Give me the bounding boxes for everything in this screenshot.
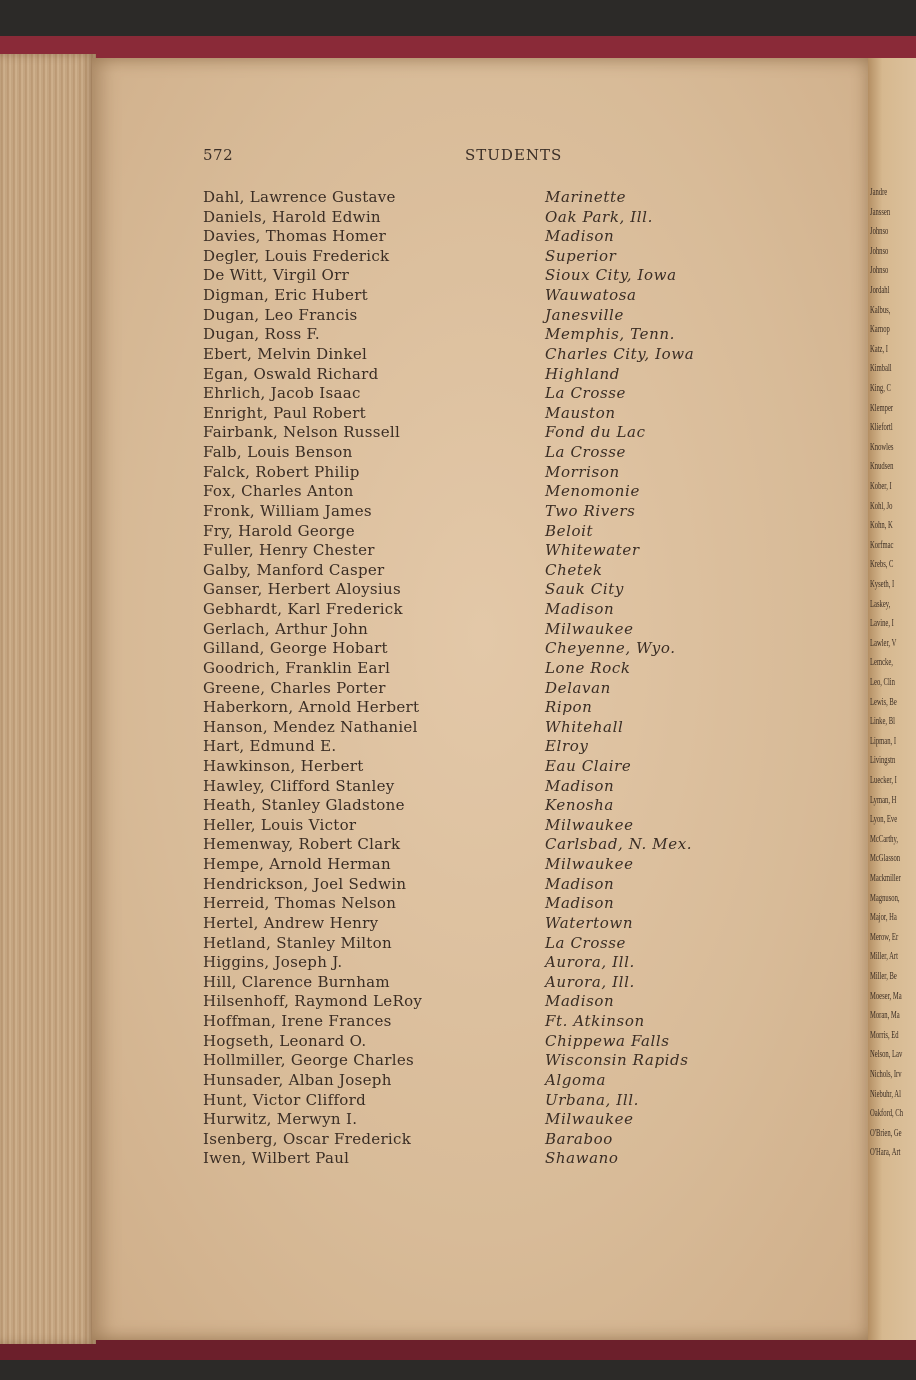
student-hometown: Kenosha (545, 796, 614, 815)
student-entry (0, 1032, 916, 1052)
student-entry (0, 1051, 916, 1071)
student-hometown: Janesville (545, 305, 624, 324)
next-page-fragment: McCarthy, (870, 832, 898, 845)
next-page-fragment: Lewis, Be (870, 695, 897, 708)
student-hometown: Aurora, Ill. (545, 953, 635, 972)
student-hometown: Superior (545, 246, 617, 265)
student-entry (0, 891, 916, 914)
next-page-fragment: Miller, Art (870, 950, 898, 963)
next-page-fragment: Klemper (870, 401, 894, 414)
student-entry (0, 440, 916, 463)
student-name: Ebert, Melvin Dinkel (203, 344, 368, 363)
student-name: Greene, Charles Porter (203, 678, 386, 697)
student-hometown: Shawano (545, 1149, 619, 1168)
student-entry (0, 816, 916, 836)
student-hometown: Madison (545, 894, 615, 913)
student-name: Hempe, Arnold Herman (203, 855, 392, 874)
student-entry (0, 659, 916, 679)
next-page-fragment: Johnso (870, 225, 889, 238)
student-name: Haberkorn, Arnold Herbert (203, 698, 420, 717)
student-entry (0, 266, 916, 286)
student-name: Dugan, Leo Francis (203, 305, 358, 324)
student-entry (0, 1091, 916, 1111)
student-entry (0, 934, 916, 954)
student-entry (0, 205, 916, 228)
next-page-fragment: Jandre (870, 186, 888, 198)
student-entry (0, 384, 916, 404)
student-entry (0, 522, 916, 542)
student-name: Hawley, Clifford Stanley (203, 776, 395, 795)
student-entry (0, 482, 916, 502)
student-hometown: Menomonie (545, 482, 640, 501)
student-hometown: Carlsbad, N. Mex. (545, 835, 693, 854)
student-hometown: Cheyenne, Wyo. (545, 639, 676, 658)
running-head: STUDENTS (465, 146, 563, 164)
student-hometown: Delavan (545, 678, 611, 697)
student-entry (0, 734, 916, 757)
student-hometown: Sioux City, Iowa (545, 266, 677, 285)
student-name: Isenberg, Oscar Frederick (203, 1129, 412, 1148)
student-hometown: Oak Park, Ill. (545, 207, 653, 226)
student-entry (0, 1130, 916, 1150)
student-hometown: Baraboo (545, 1129, 613, 1148)
next-page-fragment: O'Brien, Ge (870, 1126, 902, 1139)
student-name: Degler, Louis Frederick (203, 246, 390, 265)
student-name: Digman, Eric Hubert (203, 286, 368, 305)
next-page-fragment: Laskey, (870, 597, 891, 610)
student-name: Fry, Harold George (203, 521, 355, 540)
student-entry (0, 244, 916, 267)
student-name: Hendrickson, Joel Sedwin (203, 874, 407, 893)
next-page-fragment: Kimball (870, 362, 892, 375)
student-entry (0, 1110, 916, 1130)
next-page-fragment: Krebs, C (870, 558, 894, 571)
student-entry (0, 303, 916, 326)
student-hometown: Wisconsin Rapids (545, 1051, 689, 1070)
next-page-fragment: Nelson, Lav (870, 1048, 903, 1061)
student-name: Goodrich, Franklin Earl (203, 658, 391, 677)
student-entry (0, 636, 916, 659)
student-name: Higgins, Joseph J. (203, 953, 343, 972)
student-hometown: Mauston (545, 403, 616, 422)
next-page-fragment: Miller, Be (870, 970, 897, 982)
student-hometown: Fond du Lac (545, 423, 646, 442)
student-name: Heath, Stanley Gladstone (203, 796, 405, 815)
student-name: Heller, Louis Victor (203, 815, 357, 834)
next-page-fragment: Lemcke, (870, 656, 893, 669)
student-name: Dugan, Ross F. (203, 325, 320, 344)
student-entry (0, 188, 916, 208)
student-entry (0, 973, 916, 993)
student-name: Falck, Robert Philip (203, 462, 360, 481)
next-page-fragment: Kyseth, I (870, 578, 895, 590)
next-page-fragment: Johnso (870, 244, 889, 257)
student-name: Hoffman, Irene Frances (203, 1012, 392, 1031)
student-name: Enright, Paul Robert (203, 403, 366, 422)
student-entry (0, 580, 916, 600)
student-entry (0, 597, 916, 620)
student-name: Gilland, George Hobart (203, 639, 388, 658)
student-entry (0, 227, 916, 247)
student-hometown: Madison (545, 227, 615, 246)
student-entry (0, 561, 916, 581)
student-name: Fox, Charles Anton (203, 482, 354, 501)
student-entry (0, 679, 916, 699)
student-entry (0, 342, 916, 365)
student-hometown: Milwaukee (545, 1110, 634, 1129)
student-hometown: Madison (545, 776, 615, 795)
student-hometown: Milwaukee (545, 855, 634, 874)
student-name: Ehrlich, Jacob Isaac (203, 384, 361, 403)
student-entry (0, 401, 916, 424)
student-name: De Witt, Virgil Orr (203, 266, 350, 285)
student-hometown: Marinette (545, 188, 627, 206)
student-name: Fairbank, Nelson Russell (203, 423, 401, 442)
next-page-fragment: Linke, Bl (870, 715, 895, 728)
student-hometown: Watertown (545, 913, 634, 932)
page-header (203, 146, 573, 168)
student-name: Egan, Oswald Richard (203, 364, 379, 383)
student-entry (0, 325, 916, 345)
student-hometown: Lone Rock (545, 658, 631, 677)
student-entry (0, 757, 916, 777)
student-hometown: Madison (545, 992, 615, 1011)
next-page-fragment: Lyon, Eve (870, 813, 898, 826)
next-page-fragment: King, C (870, 382, 891, 394)
next-page-fragment: Morris, Ed (870, 1028, 899, 1041)
student-hometown: Two Rivers (545, 501, 636, 520)
student-hometown: La Crosse (545, 443, 627, 462)
student-hometown: Milwaukee (545, 619, 634, 638)
student-entry (0, 620, 916, 640)
student-hometown: Highland (545, 364, 620, 383)
student-name: Gerlach, Arthur John (203, 619, 369, 638)
student-hometown: Memphis, Tenn. (545, 325, 675, 344)
student-name: Hilsenhoff, Raymond LeRoy (203, 992, 423, 1011)
student-hometown: Chippewa Falls (545, 1031, 670, 1050)
next-page-fragment: Janssen (870, 205, 891, 218)
next-page-fragment: Lyman, H (870, 793, 897, 806)
next-page-fragment: Kohn, K (870, 519, 893, 532)
student-name: Hawkinson, Herbert (203, 756, 364, 775)
next-page-fragment: Lipman, I (870, 734, 897, 747)
student-entry (0, 793, 916, 816)
next-page-fragment: Niebuhr, Al (870, 1087, 901, 1100)
student-name: Hertel, Andrew Henry (203, 913, 379, 932)
student-hometown: Wauwatosa (545, 286, 637, 305)
next-page-fragment: Knudsen (870, 460, 894, 473)
next-page-fragment: O'Hara, Art (870, 1146, 901, 1159)
student-name: Daniels, Harold Edwin (203, 207, 381, 226)
student-hometown: Elroy (545, 737, 589, 756)
next-page-fragment: Leo, Clin (870, 676, 895, 688)
next-page-fragment: Luecker, I (870, 774, 897, 786)
student-entry (0, 499, 916, 522)
student-hometown: La Crosse (545, 933, 627, 952)
student-hometown: Urbana, Ill. (545, 1090, 639, 1109)
student-name: Fronk, William James (203, 501, 372, 520)
student-entry (0, 1149, 916, 1169)
next-page-fragment: Livingstn (870, 754, 896, 767)
next-page-fragment: Moran, Ma (870, 1009, 900, 1022)
student-name: Ganser, Herbert Aloysius (203, 580, 401, 599)
student-entry (0, 463, 916, 483)
student-name: Hanson, Mendez Nathaniel (203, 717, 418, 736)
student-name: Hollmiller, George Charles (203, 1051, 414, 1070)
next-page-fragment: Lawler, V (870, 636, 897, 649)
student-hometown: Ripon (545, 698, 593, 717)
student-name: Hemenway, Robert Clark (203, 835, 401, 854)
student-entry (0, 875, 916, 895)
student-hometown: Charles City, Iowa (545, 344, 695, 363)
next-page-fragment: Kober, I (870, 480, 892, 492)
next-page-fragment: Kliefortl (870, 421, 893, 434)
student-name: Dahl, Lawrence Gustave (203, 188, 396, 206)
student-name: Hunsader, Alban Joseph (203, 1070, 392, 1089)
student-entry (0, 423, 916, 443)
next-page-fragment: Nichols, Irv (870, 1068, 902, 1080)
next-page-fragment: Korfmac (870, 538, 894, 551)
next-page-fragment: Knowles (870, 440, 894, 453)
next-page-fragment: Jordahl (870, 284, 890, 296)
next-page-fragment: Moeser, Ma (870, 989, 902, 1002)
student-hometown: Sauk City (545, 580, 624, 599)
student-name: Hurwitz, Merwyn I. (203, 1110, 358, 1129)
student-entry (0, 286, 916, 306)
student-hometown: Ft. Atkinson (545, 1012, 645, 1031)
student-hometown: Algoma (545, 1070, 607, 1089)
page-number: 572 (203, 146, 234, 164)
student-hometown: Morrison (545, 462, 620, 481)
student-name: Herreid, Thomas Nelson (203, 894, 397, 913)
next-page-fragment: Lavine, I (870, 617, 894, 630)
student-hometown: Aurora, Ill. (545, 972, 635, 991)
student-name: Iwen, Wilbert Paul (203, 1149, 350, 1168)
student-entry (0, 365, 916, 385)
next-page-fragment: Mackmiller (870, 872, 901, 884)
student-name: Davies, Thomas Homer (203, 227, 387, 246)
student-name: Galby, Manford Casper (203, 560, 385, 579)
student-name: Falb, Louis Benson (203, 443, 353, 462)
next-page-fragment: Merow, Er (870, 930, 899, 943)
student-name: Hogseth, Leonard O. (203, 1031, 367, 1050)
student-hometown: Whitehall (545, 717, 624, 736)
student-entry (0, 718, 916, 738)
student-name: Fuller, Henry Chester (203, 541, 375, 560)
student-name: Hunt, Victor Clifford (203, 1090, 367, 1109)
next-page-fragment: Katz, I (870, 342, 888, 355)
student-entry (0, 777, 916, 797)
student-entry (0, 855, 916, 875)
next-page-fragment: Oakford, Ch (870, 1107, 903, 1120)
student-hometown: Eau Claire (545, 756, 632, 775)
student-entry (0, 832, 916, 855)
student-hometown: Milwaukee (545, 815, 634, 834)
next-page-fragment: Kalbus, (870, 303, 891, 316)
student-entry (0, 1012, 916, 1032)
student-entry (0, 1071, 916, 1091)
student-hometown: La Crosse (545, 384, 627, 403)
student-entry (0, 989, 916, 1012)
student-name: Hart, Edmund E. (203, 737, 337, 756)
student-name: Hill, Clarence Burnham (203, 972, 390, 991)
student-entry (0, 538, 916, 561)
next-page-fragment: Magnuson, (870, 891, 900, 904)
student-name: Gebhardt, Karl Frederick (203, 600, 403, 619)
next-page-fragment: Kohl, Jo (870, 499, 893, 512)
student-hometown: Madison (545, 874, 615, 893)
next-page-fragment: McGlasson (870, 852, 901, 865)
next-page-fragment: Karnop (870, 323, 890, 336)
student-entry (0, 695, 916, 718)
next-page-fragment: Johnso (870, 264, 889, 277)
next-page-fragment: Major, Ha (870, 911, 897, 924)
student-name: Hetland, Stanley Milton (203, 933, 392, 952)
student-hometown: Madison (545, 600, 615, 619)
student-entry (0, 953, 916, 973)
student-hometown: Whitewater (545, 541, 640, 560)
student-hometown: Beloit (545, 521, 594, 540)
student-entry (0, 914, 916, 934)
student-hometown: Chetek (545, 560, 603, 579)
